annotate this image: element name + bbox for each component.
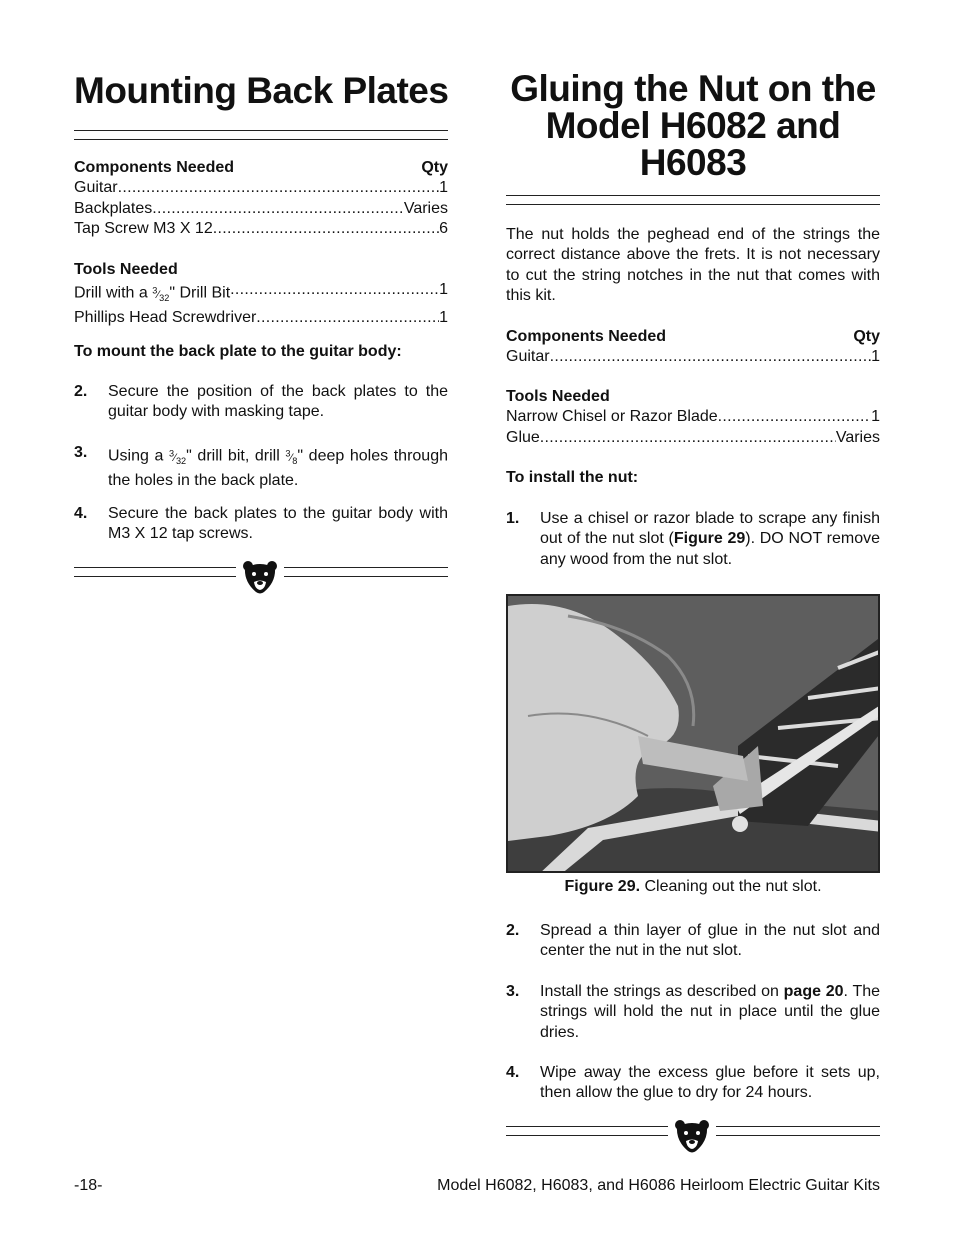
footer-model-text: Model H6082, H6083, and H6086 Heirloom Electric Guitar Kits bbox=[437, 1177, 880, 1194]
components-header: Components Needed bbox=[74, 159, 235, 176]
intro-paragraph: The nut holds the peghead end of the strings the correct distance above the frets. It is not necessary to cut the string notches in the nut that comes with this kit. bbox=[506, 226, 880, 304]
figure-29-photo bbox=[506, 594, 880, 873]
step-item: 2. Secure the position of the back plates to the guitar body with masking tape. bbox=[74, 383, 448, 421]
left-tools-list bbox=[74, 260, 448, 329]
list-item: Glue ..... Varies bbox=[506, 428, 880, 448]
qty-header: Qty bbox=[421, 159, 448, 176]
figure-label: Figure 29. bbox=[564, 878, 641, 895]
page-number: -18- bbox=[74, 1177, 103, 1194]
left-title-rule bbox=[74, 130, 448, 140]
right-instruction-heading: To install the nut: bbox=[506, 469, 639, 486]
left-section-title: Mounting Back Plates bbox=[74, 70, 449, 111]
left-instruction-heading: To mount the back plate to the guitar body: bbox=[74, 343, 402, 360]
nut-slot-photo-illustration bbox=[508, 596, 880, 873]
section-end-divider bbox=[74, 558, 448, 596]
components-header: Components Needed bbox=[506, 328, 667, 345]
figure-reference: Figure 29 bbox=[673, 530, 746, 548]
section-end-divider bbox=[506, 1117, 880, 1155]
right-title-rule bbox=[506, 195, 880, 205]
step-item: 4. Wipe away the excess glue before it sets up, then allow the glue to dry for 24 hours. bbox=[506, 1064, 880, 1102]
bear-logo-icon bbox=[240, 558, 280, 596]
list-item: Tap Screw M3 X 12 ..... 6 bbox=[74, 219, 448, 239]
right-section-title: Gluing the Nut on the Model H6082 and H6083 bbox=[510, 68, 876, 183]
step-item: 1. Use a chisel or razor blade to scrape any finish out of the nut slot (Figure 29). DO NOT remove any wood from the nut slot. bbox=[506, 510, 880, 568]
right-components-list bbox=[506, 327, 880, 368]
tools-header: Tools Needed bbox=[506, 388, 610, 405]
list-item: Guitar ..... 1 bbox=[74, 178, 448, 198]
list-item: Phillips Head Screwdriver ..... 1 bbox=[74, 308, 448, 328]
page-reference: page 20 bbox=[783, 983, 844, 1000]
list-item: Backplates ..... Varies bbox=[74, 199, 448, 219]
step-item: 4. Secure the back plates to the guitar body with M3 X 12 tap screws. bbox=[74, 505, 448, 543]
list-item: Narrow Chisel or Razor Blade ..... 1 bbox=[506, 407, 880, 427]
step-item: 3. Install the strings as described on page 20. The strings will hold the nut in place until the glue dries. bbox=[506, 983, 881, 1041]
tools-header: Tools Needed bbox=[74, 261, 178, 278]
step-item: 3. Using a $^3⁄_{32}$" drill bit, drill $^3⁄_8$" deep holes through the holes in the back plate. bbox=[74, 444, 448, 490]
step-item: 2. Spread a thin layer of glue in the nut slot and center the nut in the nut slot. bbox=[506, 922, 880, 960]
list-item: Drill with a $^3⁄_{32}$" Drill Bit ..... 1 bbox=[74, 280, 448, 308]
bear-logo-icon bbox=[672, 1117, 712, 1155]
right-tools-list bbox=[506, 387, 880, 448]
list-item: Guitar ..... 1 bbox=[506, 347, 880, 367]
figure-caption-text: Cleaning out the nut slot. bbox=[644, 878, 822, 895]
left-components-list bbox=[74, 158, 448, 239]
figure-caption bbox=[506, 878, 880, 896]
qty-header: Qty bbox=[853, 328, 880, 345]
